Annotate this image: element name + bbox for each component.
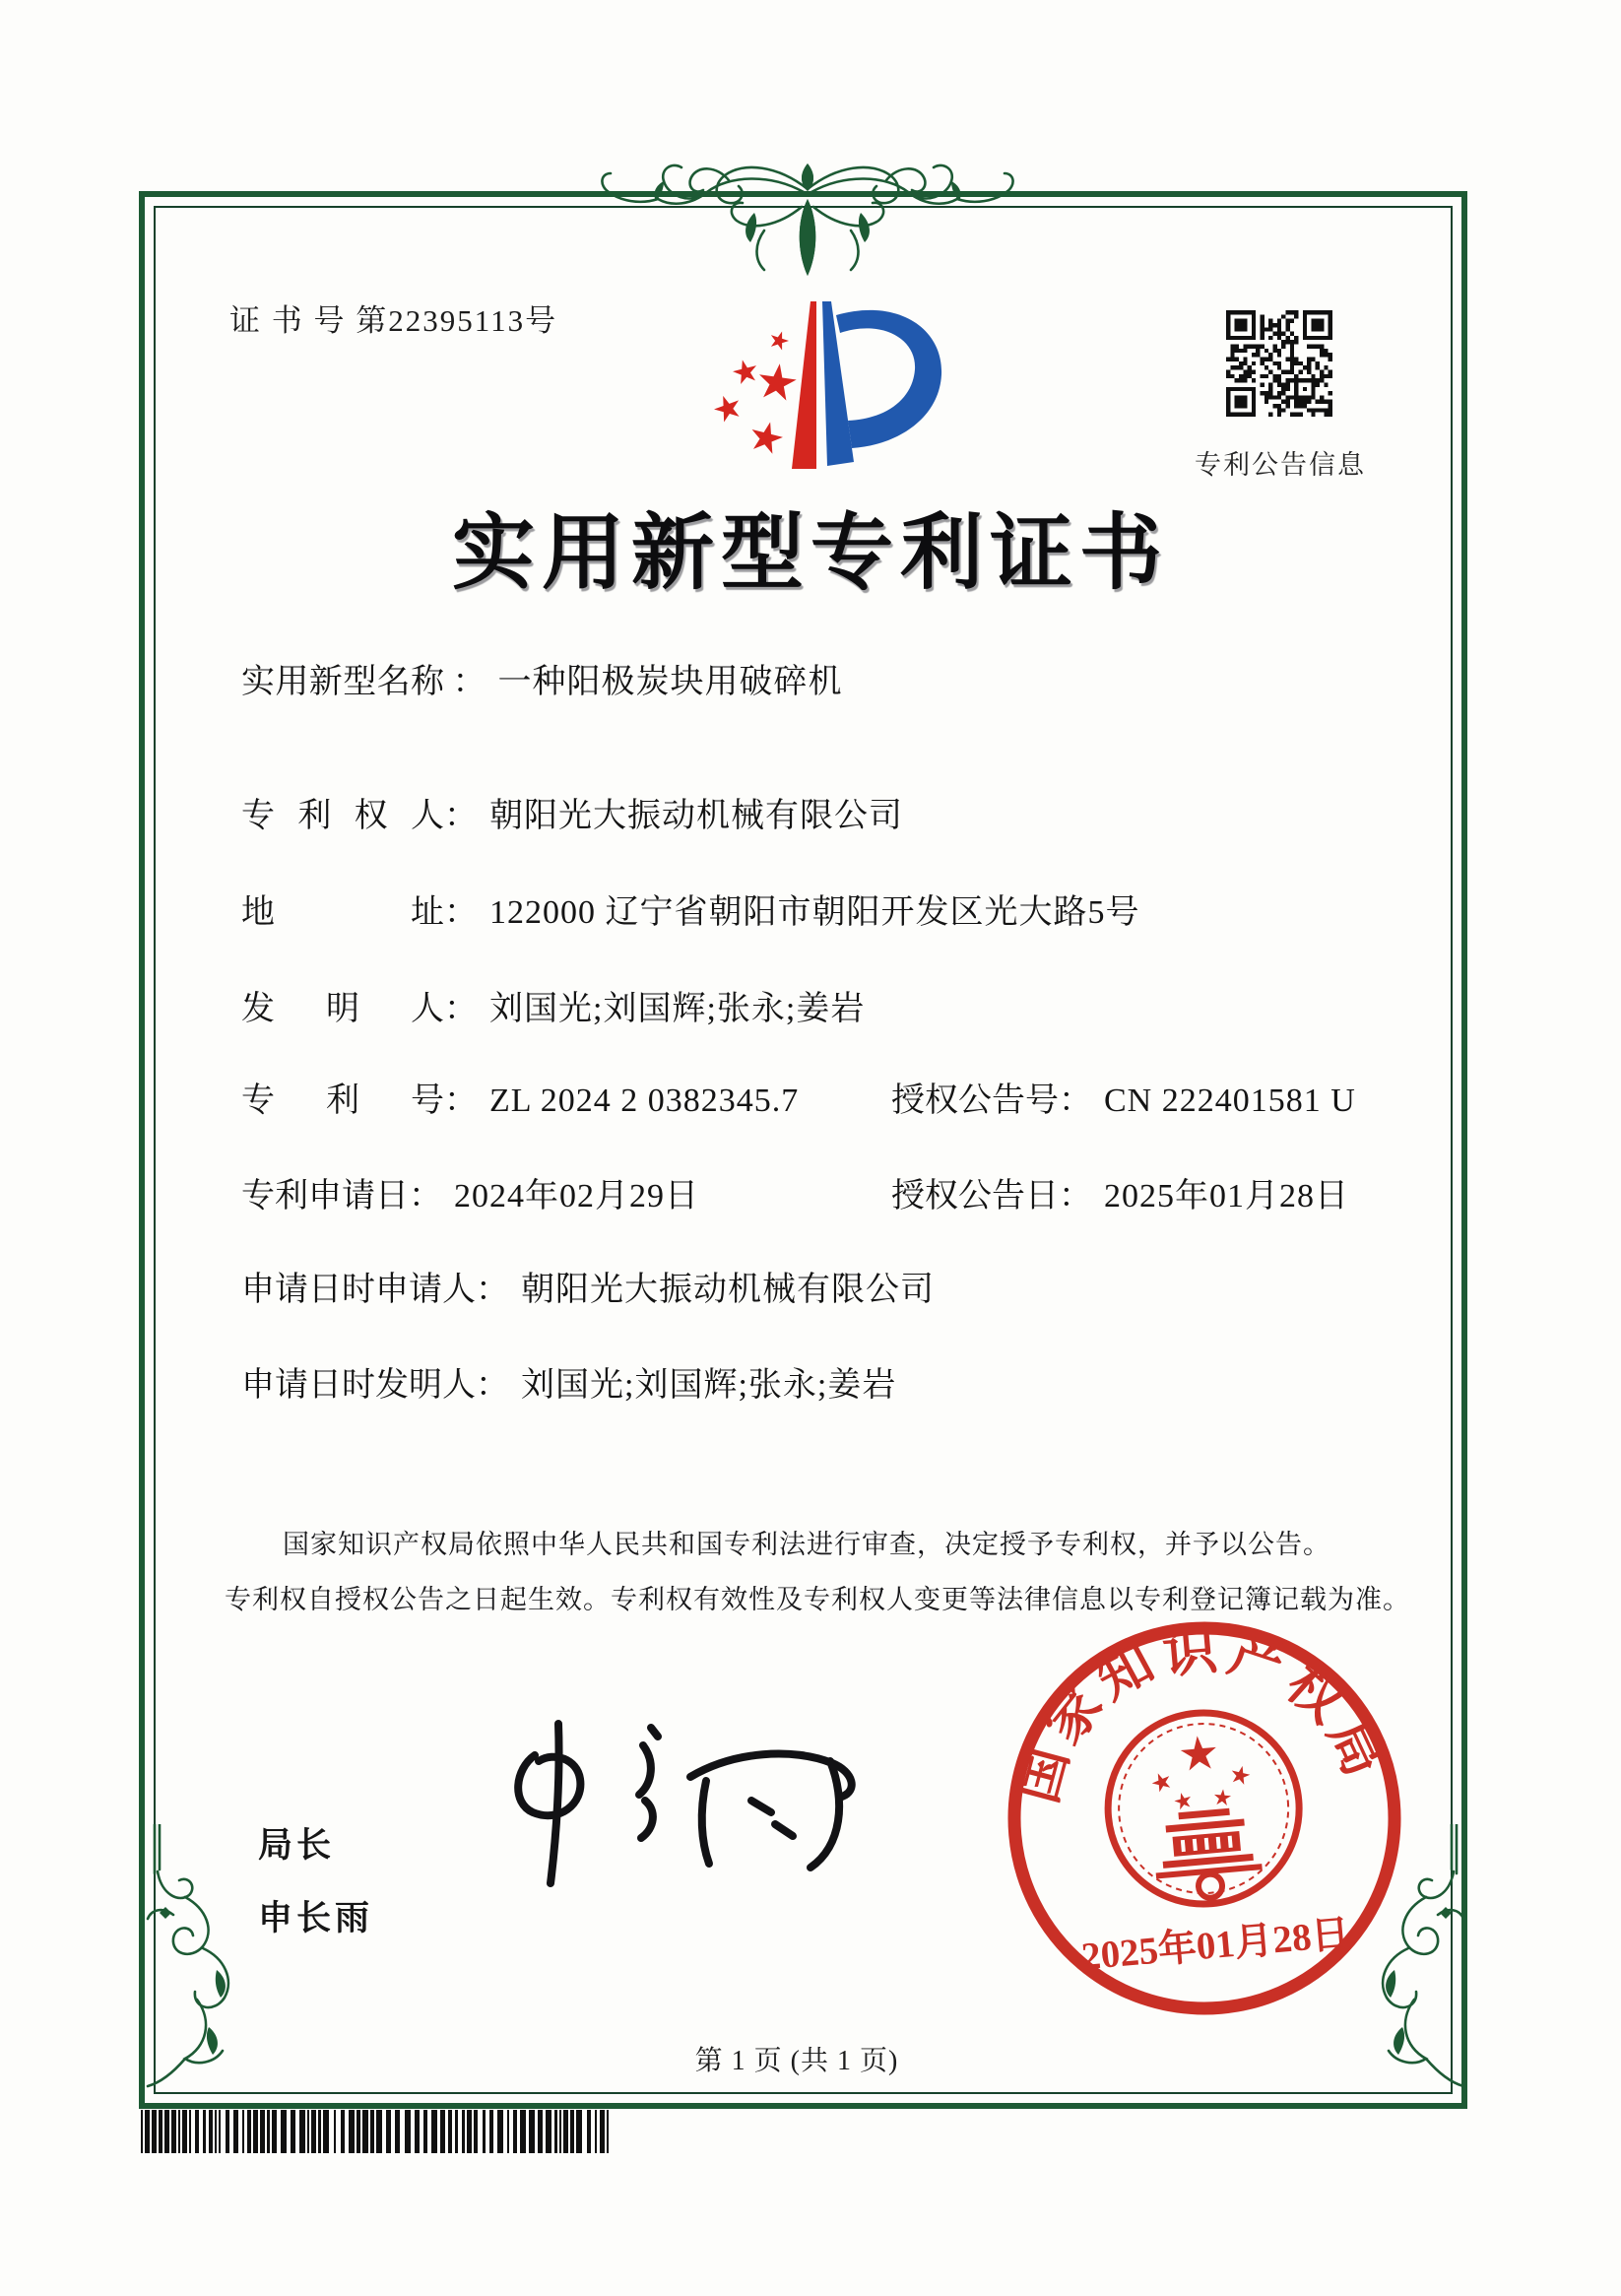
field-value: 刘国光;刘国辉;张永;姜岩 — [489, 991, 866, 1027]
field-value: 朝阳光大振动机械有限公司 — [489, 798, 903, 834]
svg-text:识: 识 — [1160, 1619, 1220, 1684]
field-value: 2024年02月29日 — [454, 1178, 699, 1214]
logo-letter-p — [822, 301, 941, 466]
svg-text:知: 知 — [1086, 1631, 1164, 1711]
logo-stars — [711, 329, 799, 456]
field-label: 申请日时申请人 — [241, 1272, 476, 1308]
seal-date: 2025年01月28日 — [1079, 1912, 1352, 1979]
certificate-title: 实用新型专利证书 — [451, 508, 1169, 600]
field-row-address — [0, 892, 1621, 936]
field-label: 地址 — [241, 894, 444, 931]
director-signature — [497, 1716, 881, 1893]
svg-text:局: 局 — [1317, 1710, 1394, 1786]
svg-text:家: 家 — [1033, 1674, 1115, 1755]
seal-emblem — [1100, 1705, 1307, 1912]
field-row-patent-no — [0, 1081, 1621, 1124]
field-colon: ： — [444, 894, 478, 931]
field-label: 专利号 — [241, 1082, 444, 1119]
field-colon: ： — [1059, 1082, 1092, 1119]
field-row-orig-inventor — [0, 1365, 1621, 1409]
qr-code — [1226, 310, 1332, 417]
field-colon: ： — [444, 991, 478, 1027]
field-label: 授权公告号 — [891, 1082, 1059, 1119]
field-colon: ： — [444, 664, 486, 700]
field-label: 专利申请日 — [241, 1178, 409, 1214]
field-colon: ： — [444, 798, 478, 834]
field-colon: ： — [409, 1178, 442, 1214]
field-row-inventor — [0, 989, 1621, 1032]
svg-text:权: 权 — [1274, 1653, 1356, 1735]
field-row-filing-date — [0, 1176, 1621, 1219]
field-value: 122000 辽宁省朝阳市朝阳开发区光大路5号 — [489, 894, 1140, 931]
field-label: 发明人 — [241, 991, 444, 1027]
director-title: 局长 — [258, 1826, 336, 1865]
field-colon: ： — [1059, 1178, 1092, 1214]
field-label: 授权公告日 — [891, 1178, 1059, 1214]
field-value: 朝阳光大振动机械有限公司 — [521, 1272, 935, 1308]
field-value: 2025年01月28日 — [1104, 1178, 1349, 1214]
field-label: 实用新型名称 — [241, 664, 444, 700]
field-row-orig-applicant — [0, 1270, 1621, 1313]
qr-label: 专利公告信息 — [1195, 450, 1366, 480]
official-seal — [997, 1610, 1412, 2026]
field-value: 刘国光;刘国辉;张永;姜岩 — [521, 1367, 897, 1404]
certificate-number: 证 书 号 第22395113号 — [229, 303, 558, 338]
director-name: 申长雨 — [258, 1899, 374, 1937]
page-footer: 第 1 页 (共 1 页) — [694, 2046, 899, 2076]
field-label: 申请日时发明人 — [241, 1367, 476, 1404]
field-value: 一种阳极炭块用破碎机 — [497, 664, 843, 700]
field-colon: ： — [476, 1367, 509, 1404]
cnipa-logo — [701, 292, 957, 481]
barcode — [141, 2110, 612, 2153]
svg-text:国: 国 — [1006, 1740, 1079, 1809]
field-colon: ： — [476, 1272, 509, 1308]
field-label: 专利权人 — [241, 798, 444, 834]
field-value: ZL 2024 2 0382345.7 — [489, 1082, 800, 1119]
logo-wedge-red — [792, 301, 816, 469]
field-row-patentee — [0, 796, 1621, 839]
field-colon: ： — [444, 1082, 478, 1119]
field-value: CN 222401581 U — [1104, 1082, 1356, 1119]
legal-text-line-1: 国家知识产权局依照中华人民共和国专利法进行审查，决定授予专利权，并予以公告。 — [283, 1530, 1330, 1559]
field-row-name — [0, 662, 1621, 705]
svg-text:产: 产 — [1221, 1622, 1292, 1697]
legal-text-line-2: 专利权自授权公告之日起生效。专利权有效性及专利权人变更等法律信息以专利登记簿记载为准。 — [225, 1585, 1410, 1614]
